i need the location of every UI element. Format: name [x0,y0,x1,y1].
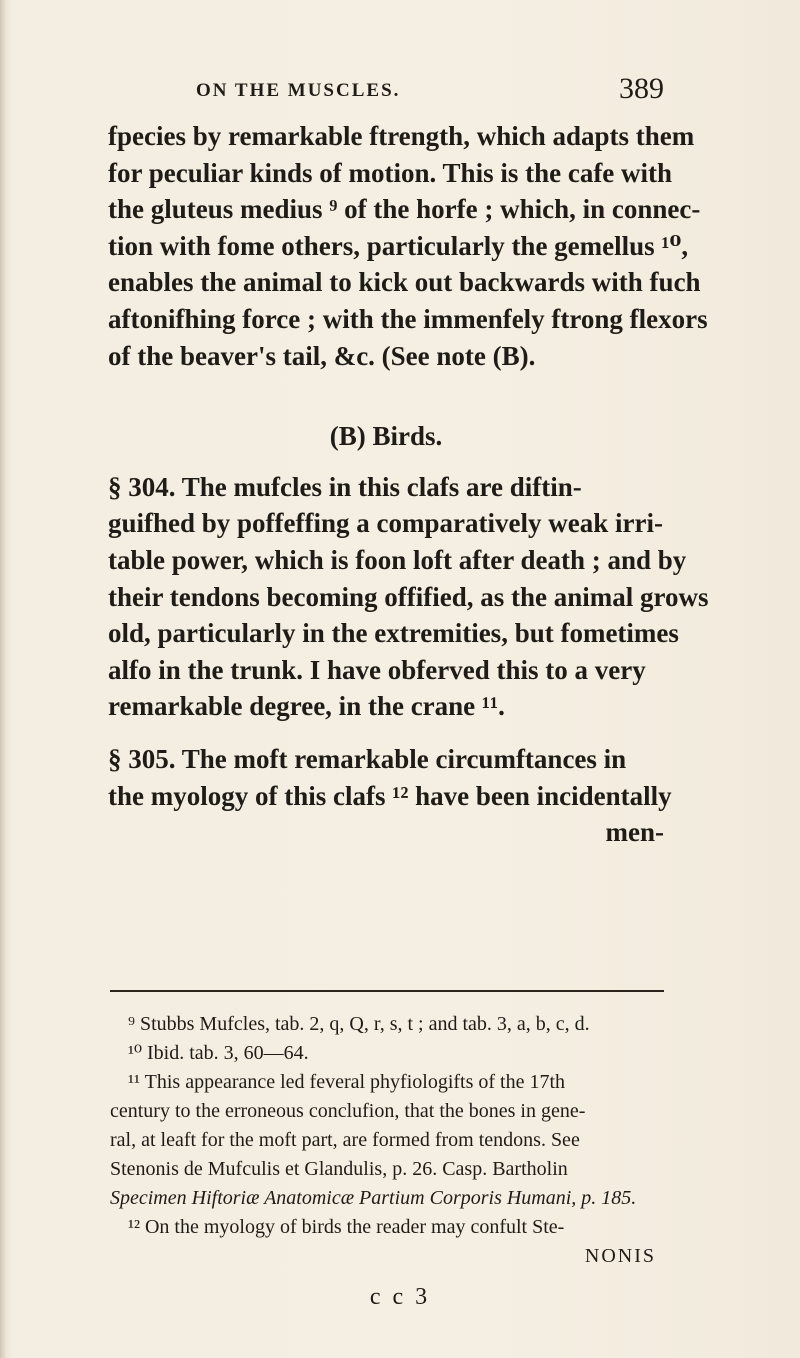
footnotes [110,1010,664,1271]
text-line: the myology of this clafs ¹² have been incidentally [108,780,672,811]
text-line: § 304. The mufcles in this clafs are diftin- [108,471,582,502]
footnote-line: Specimen Hiftoriæ Anatomicæ Partium Corporis Humani, p. 185. [110,1187,637,1209]
text-line: aftonifhing force ; with the immenfely ftrong flexors [108,303,708,334]
text-line: table power, which is foon loft after death ; and by [108,544,687,575]
footnote-11: ¹¹ This appearance led feveral phyfiologifts of the 17th [128,1071,566,1093]
footnote-line: Stenonis de Mufculis et Glandulis, p. 26. Casp. Bartholin [110,1158,568,1180]
page-gutter-edge [0,0,6,1358]
footnote-9: ⁹ Stubbs Mufcles, tab. 2, q, Q, r, s, t ; and tab. 3, a, b, c, d. [128,1013,590,1035]
text-line: men- [605,817,664,848]
catchword: NONIS [584,1245,656,1267]
footnote-12: ¹² On the myology of birds the reader may confult Ste- [128,1216,565,1238]
text-line: guifhed by poffeffing a comparatively weak irri- [108,508,663,539]
paragraph-304 [108,469,709,725]
text-line: § 305. The moft remarkable circumftances in [108,743,627,774]
running-title: ON THE MUSCLES. [196,80,401,101]
footnote-divider [110,990,664,992]
text-line: fpecies by remarkable ftrength, which adapts them [108,121,695,151]
footnote-line: century to the erroneous conclufion, that the bones in gene- [110,1100,586,1122]
signature-mark: c c 3 [369,1284,431,1310]
section-heading-birds: (B) Birds. [329,421,443,452]
paragraph-305 [108,741,672,851]
page-number: 389 [619,72,664,105]
text-line: of the beaver's tail, &c. (See note (B). [108,340,536,371]
text-line: old, particularly in the extremities, but fometimes [108,618,679,649]
text-line: alfo in the trunk. I have obferved this to a very [108,654,646,685]
text-line: remarkable degree, in the crane ¹¹. [108,691,505,722]
footnote-10: ¹⁰ Ibid. tab. 3, 60—64. [128,1042,309,1064]
text-line: tion with fome others, particularly the gemellus ¹⁰, [108,230,689,261]
running-head [108,72,664,112]
text-line: enables the animal to kick out backwards with fuch [108,267,701,298]
text-line: their tendons becoming offified, as the animal grows [108,581,709,612]
paragraph-species [108,118,708,374]
main-text [108,118,709,851]
text-line: for peculiar kinds of motion. This is the cafe with [108,157,673,188]
text-line: the gluteus medius ⁹ of the horfe ; which, in connec- [108,194,701,225]
footnote-line: ral, at leaft for the moft part, are formed from tendons. See [110,1129,580,1151]
